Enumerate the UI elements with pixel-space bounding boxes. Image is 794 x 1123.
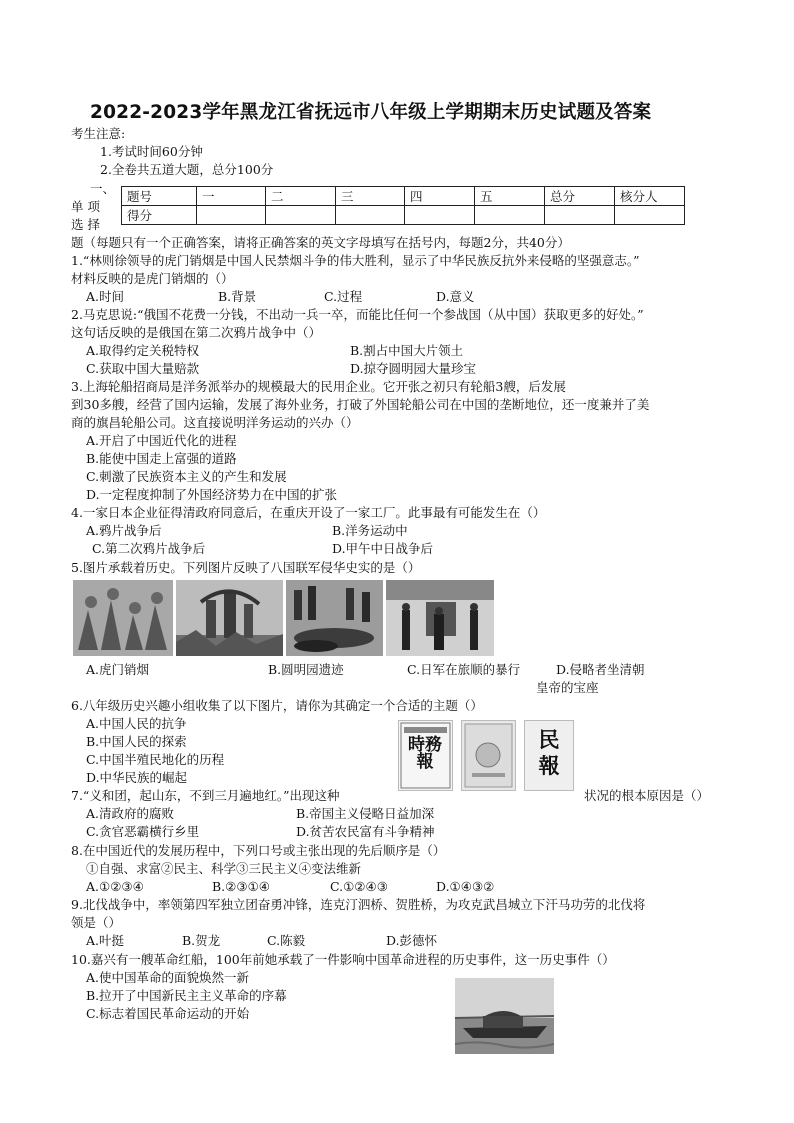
photo-red-boat bbox=[455, 978, 554, 1054]
option: B.割占中国大片领土 bbox=[350, 343, 464, 358]
section-label: 单 项 bbox=[71, 199, 100, 214]
option: D.侵略者坐清朝 bbox=[556, 662, 645, 677]
photo-opium-burning bbox=[73, 580, 173, 656]
option: B.圆明园遗迹 bbox=[268, 662, 344, 677]
question-stem: 8.在中国近代的发展历程中，下列口号或主张出现的先后顺序是（） bbox=[71, 843, 446, 858]
table-cell: 得分 bbox=[122, 206, 197, 225]
option: B.贺龙 bbox=[182, 933, 221, 948]
page-title: 2022-2023学年黑龙江省抚远市八年级上学期期末历史试题及答案 bbox=[90, 102, 652, 123]
table-cell: 四 bbox=[405, 187, 475, 206]
option: B.背景 bbox=[218, 289, 257, 304]
table-cell: 核分人 bbox=[615, 187, 685, 206]
option: D.彭德怀 bbox=[386, 933, 438, 948]
table-cell: 总分 bbox=[545, 187, 615, 206]
notice-heading: 考生注意: bbox=[71, 126, 126, 141]
option: D.甲午中日战争后 bbox=[332, 541, 434, 556]
photo-invaders-on-throne bbox=[386, 580, 494, 656]
question-stem: 10.嘉兴有一艘革命红船，100年前她承载了一件影响中国革命进程的历史事件，这一历史事件（） bbox=[71, 952, 615, 967]
option: D.意义 bbox=[436, 289, 475, 304]
option: B.能使中国走上富强的道路 bbox=[86, 451, 237, 466]
option: B.帝国主义侵略日益加深 bbox=[296, 806, 435, 821]
option: C.获取中国大量赔款 bbox=[86, 361, 200, 376]
option: C.日军在旅顺的暴行 bbox=[407, 662, 521, 677]
score-cell[interactable] bbox=[197, 206, 266, 225]
option: B.拉开了中国新民主主义革命的序幕 bbox=[86, 988, 287, 1003]
option: D.中华民族的崛起 bbox=[86, 770, 188, 785]
notice-item: 2.全卷共五道大题，总分100分 bbox=[100, 162, 274, 177]
option: D.掠夺圆明园大量珍宝 bbox=[350, 361, 477, 376]
question-stem: 3.上海轮船招商局是洋务派举办的规模最大的民用企业。它开张之初只有轮船3艘，后发展 bbox=[71, 379, 566, 394]
question-stem: 材料反映的是虎门销烟的（） bbox=[71, 271, 234, 286]
option: D.贫苦农民富有斗争精神 bbox=[296, 824, 435, 839]
question-stem: 到30多艘，经营了国内运输，发展了海外业务，打破了外国轮船公司在中国的垄断地位，还一度兼并了美 bbox=[71, 397, 650, 412]
newspaper-minbao-image bbox=[524, 720, 574, 791]
option: C.过程 bbox=[324, 289, 363, 304]
score-cell[interactable] bbox=[615, 206, 685, 225]
option: C.陈毅 bbox=[267, 933, 306, 948]
notice-item: 1.考试时间60分钟 bbox=[100, 144, 203, 159]
option: A.鸦片战争后 bbox=[86, 523, 162, 538]
option: B.中国人民的探索 bbox=[86, 734, 187, 749]
question-stem: 这句话反映的是俄国在第二次鸦片战争中（） bbox=[71, 325, 322, 340]
section-label: 选 择 bbox=[71, 217, 100, 232]
table-cell: 一 bbox=[197, 187, 266, 206]
option: C.①②④③ bbox=[330, 879, 388, 894]
option: B.洋务运动中 bbox=[332, 523, 408, 538]
option: C.中国半殖民地化的历程 bbox=[86, 752, 225, 767]
score-table bbox=[121, 186, 685, 225]
option: C.标志着国民革命运动的开始 bbox=[86, 1006, 250, 1021]
question-stem: 2.马克思说:“俄国不花费一分钱，不出动一兵一卒，而能比任何一个参战国（从中国）获取更多的好处。” bbox=[71, 307, 644, 322]
score-cell[interactable] bbox=[266, 206, 336, 225]
score-cell[interactable] bbox=[475, 206, 545, 225]
question-stem: 领是（） bbox=[71, 915, 122, 930]
photo-lushun-massacre bbox=[286, 580, 383, 656]
section-label: 一、 bbox=[90, 181, 116, 196]
newspaper-title: 時務報 bbox=[408, 735, 442, 772]
option: 皇帝的宝座 bbox=[536, 680, 599, 695]
question-stem: 6.八年级历史兴趣小组收集了以下图片，请你为其确定一个合适的主题（） bbox=[71, 698, 483, 713]
newspaper-title: 民報 bbox=[538, 727, 560, 778]
option: D.①④③② bbox=[436, 879, 495, 894]
option: A.取得约定关税特权 bbox=[86, 343, 200, 358]
option: C.贪官恶霸横行乡里 bbox=[86, 824, 200, 839]
question-stem: 状况的根本原因是（） bbox=[584, 788, 710, 803]
option: A.①②③④ bbox=[86, 879, 144, 894]
table-cell: 五 bbox=[475, 187, 545, 206]
question-stem: 4.一家日本企业征得清政府同意后，在重庆开设了一家工厂。此事最有可能发生在（） bbox=[71, 505, 546, 520]
table-row bbox=[122, 187, 685, 206]
table-cell: 二 bbox=[266, 187, 336, 206]
section-instruction: 题（每题只有一个正确答案，请将正确答案的英文字母填写在括号内，每题2分，共40分） bbox=[71, 235, 570, 250]
score-cell[interactable] bbox=[336, 206, 405, 225]
option: B.②③①④ bbox=[212, 879, 270, 894]
option: A.中国人民的抗争 bbox=[86, 716, 187, 731]
question-stem: ①自强、求富②民主、科学③三民主义④变法维新 bbox=[86, 861, 362, 876]
option: A.使中国革命的面貌焕然一新 bbox=[86, 970, 250, 985]
option: A.虎门销烟 bbox=[86, 662, 150, 677]
question-stem: 商的旗昌轮船公司。这直接说明洋务运动的兴办（） bbox=[71, 415, 359, 430]
photo-yuanmingyuan-ruins bbox=[176, 580, 283, 656]
question-stem: 7.“义和团，起山东，不到三月遍地红。”出现这种 bbox=[71, 788, 340, 803]
option: D.一定程度抑制了外国经济势力在中国的扩张 bbox=[86, 487, 338, 502]
option: A.时间 bbox=[86, 289, 125, 304]
question-stem: 9.北伐战争中，率领第四军独立团奋勇冲锋，连克汀泗桥、贺胜桥，为攻克武昌城立下汗马功劳的北伐将 bbox=[71, 897, 646, 912]
newspaper-shiwubao-image bbox=[398, 720, 453, 791]
table-cell: 题号 bbox=[122, 187, 197, 206]
table-row bbox=[122, 206, 685, 225]
question-stem: 5.图片承载着历史。下列图片反映了八国联军侵华史实的是（） bbox=[71, 560, 421, 575]
question-stem: 1.“林则徐领导的虎门销烟是中国人民禁烟斗争的伟大胜利，显示了中华民族反抗外来侵略的坚强意志。” bbox=[71, 253, 640, 268]
newspaper-cover-image bbox=[461, 720, 516, 791]
option: C.第二次鸦片战争后 bbox=[92, 541, 206, 556]
score-cell[interactable] bbox=[545, 206, 615, 225]
option: A.开启了中国近代化的进程 bbox=[86, 433, 237, 448]
option: A.清政府的腐败 bbox=[86, 806, 175, 821]
table-cell: 三 bbox=[336, 187, 405, 206]
option: C.刺激了民族资本主义的产生和发展 bbox=[86, 469, 287, 484]
score-cell[interactable] bbox=[405, 206, 475, 225]
option: A.叶挺 bbox=[86, 933, 125, 948]
